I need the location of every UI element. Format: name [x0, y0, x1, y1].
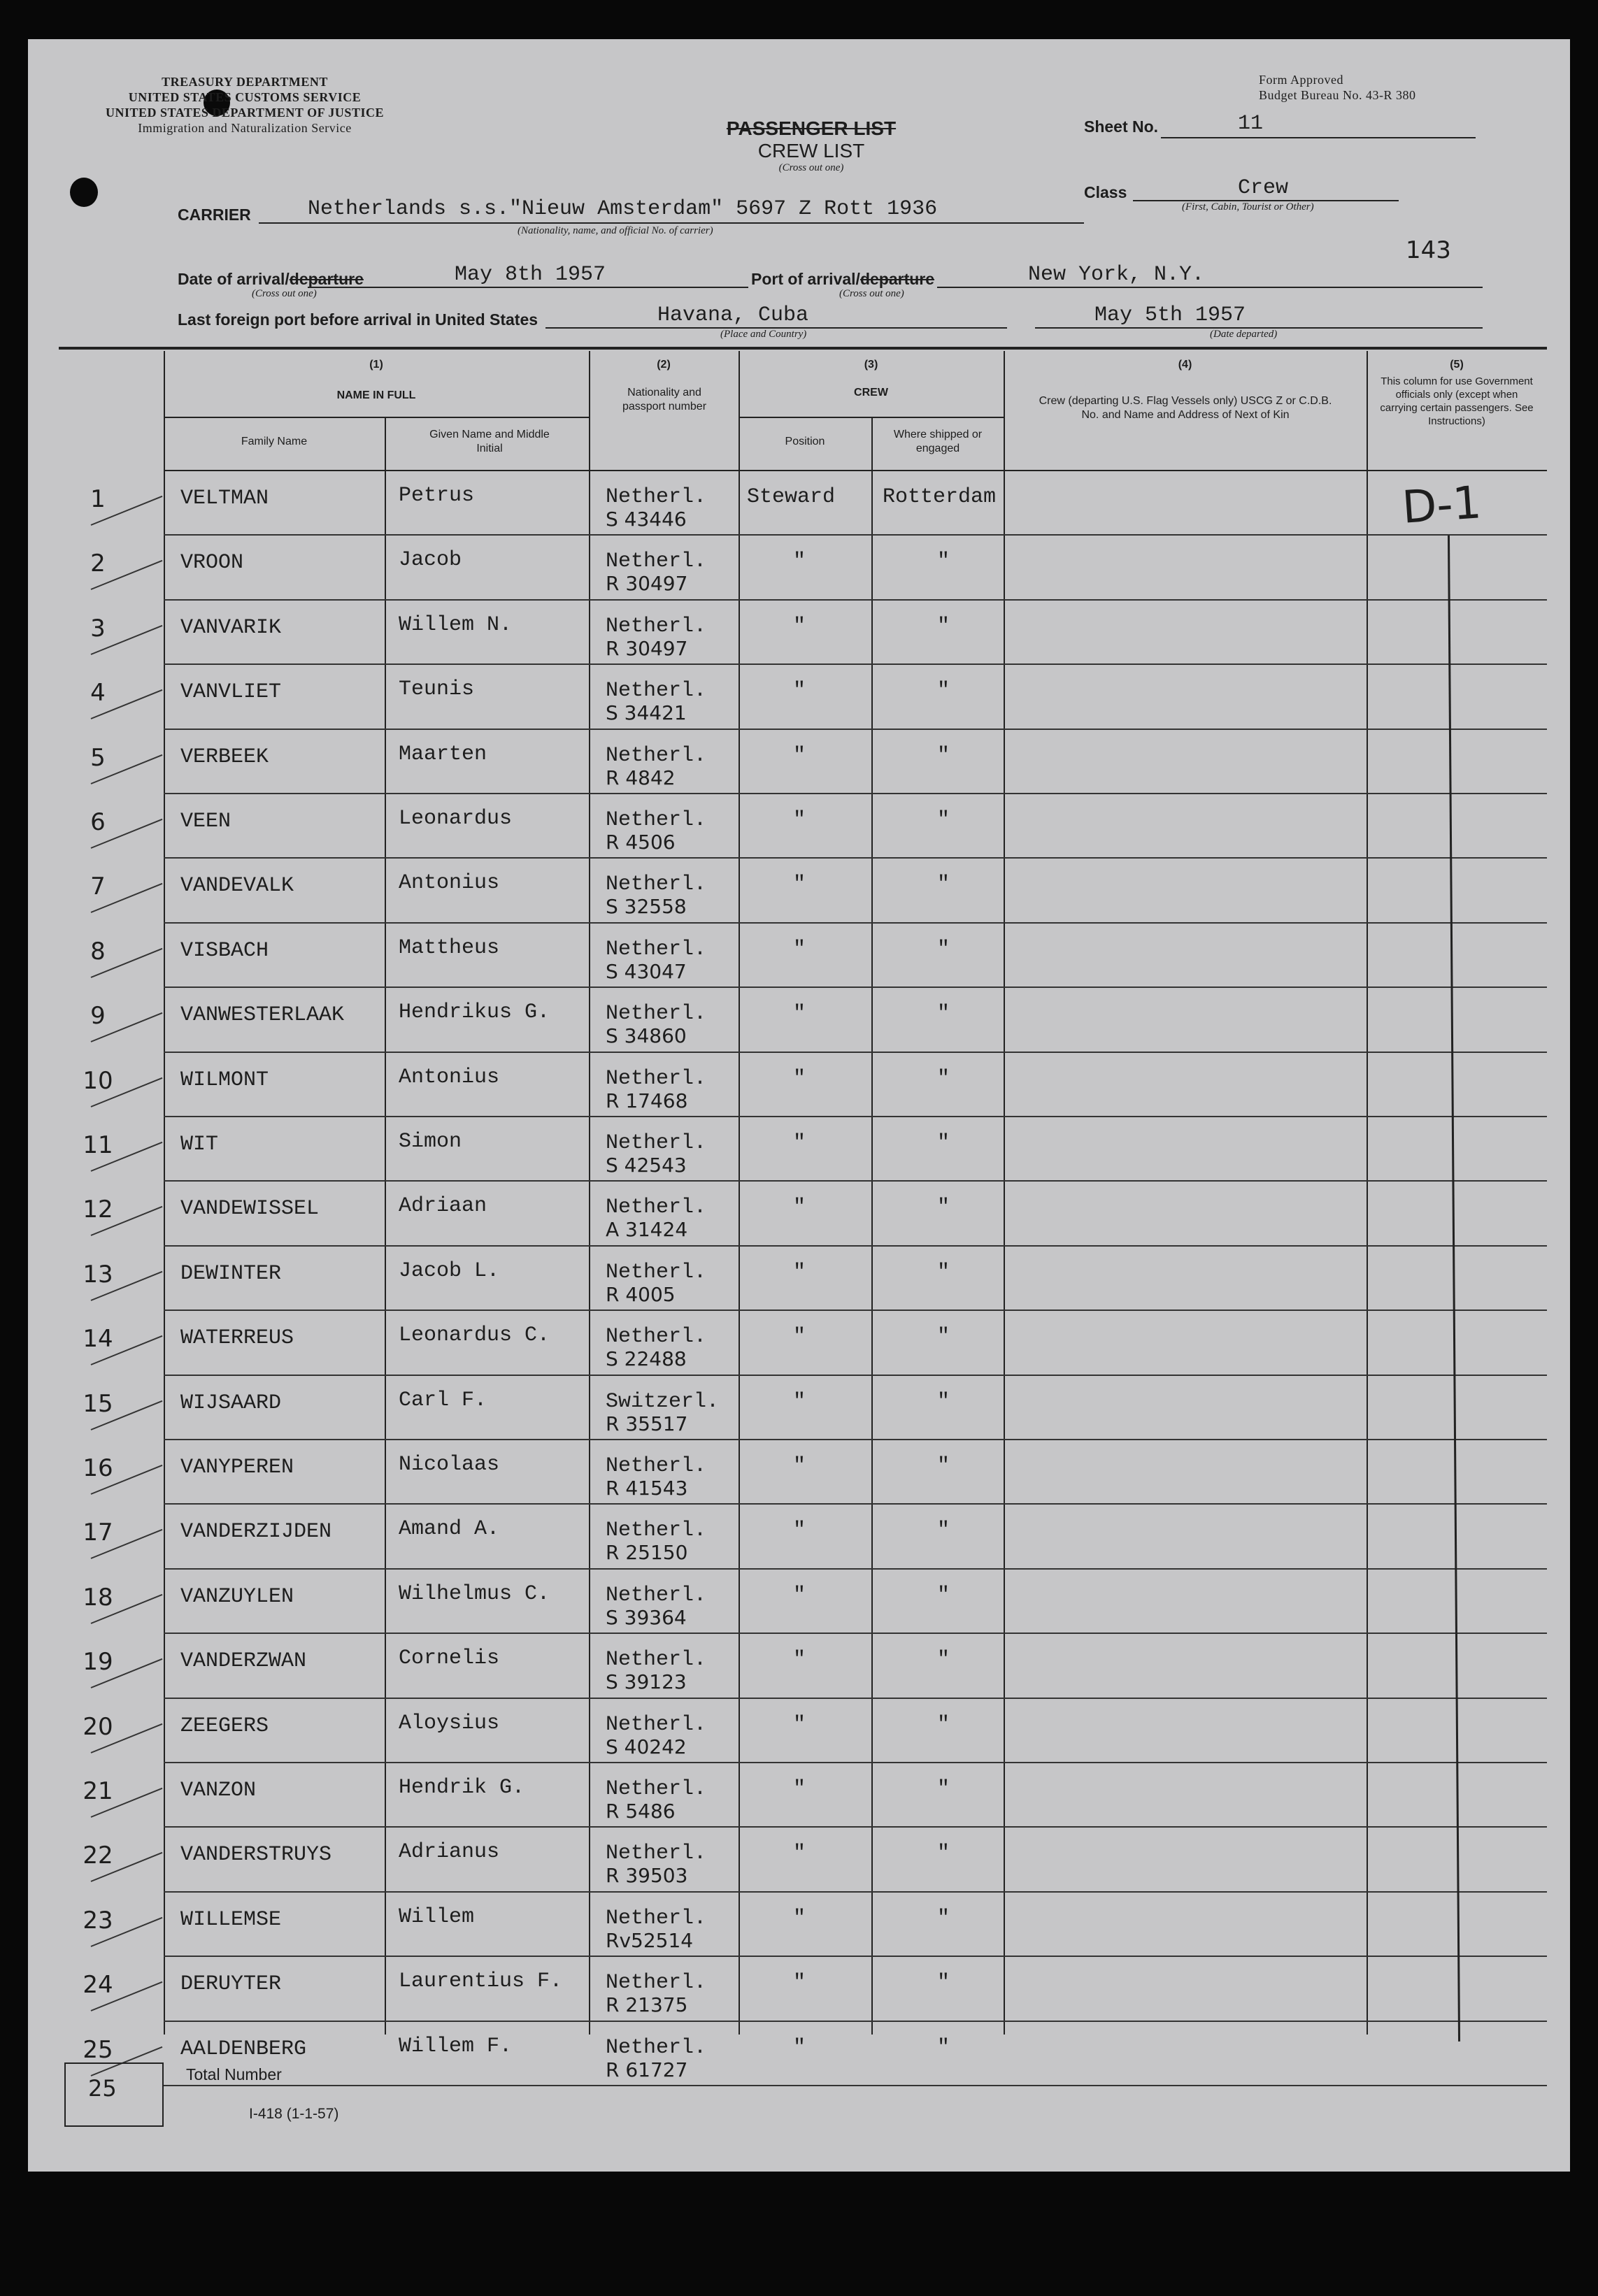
form-approved: Form Approved Budget Bureau No. 43-R 380	[1259, 73, 1416, 102]
row-number: 1	[90, 485, 106, 513]
nationality: Netherl.	[606, 1131, 707, 1155]
row-number: 3	[90, 614, 106, 643]
row-number: 6	[90, 808, 106, 836]
row-separator	[164, 1310, 1547, 1311]
passport-number: S 40242	[606, 1735, 687, 1758]
given-name: Adriaan	[399, 1194, 487, 1219]
row-number: 16	[83, 1454, 113, 1482]
family-name: DEWINTER	[180, 1261, 282, 1286]
position: "	[793, 1454, 806, 1478]
col-given-name: Given Name and Middle Initial	[429, 429, 550, 454]
where-shipped: "	[937, 1583, 950, 1607]
position: "	[793, 1389, 806, 1414]
total-label: Total Number	[186, 2065, 282, 2083]
row-separator	[164, 793, 1547, 794]
where-shipped: "	[937, 1131, 950, 1155]
crew-list-title: CREW LIST	[757, 140, 865, 162]
position: "	[793, 937, 806, 961]
row-number: 14	[83, 1325, 113, 1354]
row-number: 17	[83, 1519, 113, 1547]
row-number: 10	[83, 1066, 113, 1095]
nationality: Netherl.	[606, 550, 707, 574]
row-number: 18	[83, 1583, 113, 1612]
where-shipped: Rotterdam	[883, 485, 997, 509]
passport-number: R 35517	[606, 1412, 688, 1435]
row-number: 4	[90, 679, 106, 708]
given-name: Laurentius F.	[399, 1969, 563, 1994]
col4-number: (4)	[1178, 359, 1192, 371]
family-name: VANWESTERLAAK	[180, 1003, 345, 1028]
position: "	[793, 1196, 806, 1220]
position: "	[793, 1712, 806, 1737]
nationality: Netherl.	[606, 808, 707, 832]
nationality: Netherl.	[606, 1519, 707, 1543]
position: Steward	[747, 485, 836, 509]
row-separator	[164, 534, 1547, 536]
position: "	[793, 1648, 806, 1672]
where-shipped: "	[937, 1260, 950, 1284]
nationality: Netherl.	[606, 1971, 707, 1995]
row-separator	[164, 1891, 1547, 1893]
family-name: VANZON	[180, 1779, 257, 1802]
nationality: Netherl.	[606, 1260, 707, 1284]
row-separator	[164, 663, 1547, 665]
row-separator	[164, 2021, 1547, 2022]
arrival-date-value: May 8th 1957	[455, 263, 606, 287]
col2-number: (2)	[657, 359, 671, 371]
row-separator	[164, 1762, 1547, 1763]
where-shipped: "	[937, 550, 950, 574]
row-separator	[164, 1568, 1547, 1570]
sheet-label: Sheet No.	[1084, 117, 1159, 136]
given-name: Hendrikus G.	[399, 1000, 550, 1025]
where-shipped: "	[937, 1454, 950, 1478]
row-separator	[164, 1180, 1547, 1182]
passport-number: R 25150	[606, 1541, 688, 1565]
nationality: Netherl.	[606, 1648, 707, 1672]
position: "	[793, 679, 806, 703]
col5-title: This column for use Government officials only (except when carrying certain passengers. See Instructions)	[1380, 375, 1534, 427]
class-label: Class	[1084, 183, 1127, 201]
given-name: Jacob L.	[399, 1258, 500, 1283]
nationality: Netherl.	[606, 1777, 707, 1801]
family-name: VANVARIK	[180, 615, 282, 640]
col-where-shipped: Where shipped or engaged	[893, 429, 983, 454]
position: "	[793, 1325, 806, 1349]
family-name: ZEEGERS	[180, 1714, 269, 1738]
where-shipped: "	[937, 1325, 950, 1349]
given-name: Cornelis	[399, 1646, 500, 1671]
table-top-rule	[59, 347, 1547, 350]
row-separator	[164, 1439, 1547, 1440]
col-family-name: Family Name	[241, 436, 308, 447]
sheet-number: 11	[1238, 112, 1264, 136]
family-name: WATERREUS	[180, 1326, 294, 1351]
family-name: VANZUYLEN	[180, 1584, 294, 1609]
col4-title: Crew (departing U.S. Flag Vessels only) USCG Z or C.D.B. No. and Name and Address of Next of Kin	[1039, 395, 1332, 421]
row-separator	[164, 1698, 1547, 1699]
given-name: Antonius	[399, 871, 500, 896]
agency-line: UNITED STATES DEPARTMENT OF JUSTICE	[106, 106, 384, 120]
family-name: VELTMAN	[180, 487, 269, 510]
passport-number: Rv52514	[606, 1928, 694, 1952]
title-note: (Cross out one)	[778, 162, 844, 173]
nationality: Netherl.	[606, 1583, 707, 1607]
passport-number: R 41543	[606, 1477, 688, 1500]
family-name: AALDENBERG	[180, 2037, 307, 2061]
given-name: Maarten	[399, 742, 487, 766]
row-separator	[164, 857, 1547, 859]
given-name: Petrus	[399, 484, 475, 508]
position: "	[793, 808, 806, 832]
passport-number: R 5486	[606, 1800, 676, 1823]
col5-number: (5)	[1450, 359, 1464, 371]
position: "	[793, 1519, 806, 1543]
given-name: Willem F.	[399, 2034, 513, 2058]
family-name: DERUYTER	[180, 1972, 282, 1997]
title-block	[671, 117, 951, 174]
where-shipped: "	[937, 1066, 950, 1091]
col1-number: (1)	[369, 359, 383, 371]
arrival-port-label: Port of arrival/departure	[751, 270, 935, 288]
position: "	[793, 1260, 806, 1284]
given-name: Leonardus	[399, 807, 513, 831]
where-shipped: "	[937, 808, 950, 832]
where-shipped: "	[937, 1971, 950, 1995]
passport-number: R 39503	[606, 1864, 688, 1888]
where-shipped: "	[937, 1196, 950, 1220]
row-number: 25	[83, 2035, 113, 2064]
row-number: 12	[83, 1196, 113, 1224]
where-shipped: "	[937, 1389, 950, 1414]
row-number: 19	[83, 1648, 113, 1677]
nationality: Netherl.	[606, 2035, 707, 2060]
family-name: VANYPEREN	[180, 1456, 294, 1479]
where-shipped: "	[937, 614, 950, 638]
row-number: 11	[83, 1131, 113, 1159]
nationality: Netherl.	[606, 1002, 707, 1026]
given-name: Amand A.	[399, 1517, 500, 1542]
where-shipped: "	[937, 1712, 950, 1737]
family-name: WILLEMSE	[180, 1907, 282, 1932]
nationality: Netherl.	[606, 873, 707, 897]
row-separator	[164, 1116, 1547, 1117]
given-name: Antonius	[399, 1065, 500, 1089]
row-number: 13	[83, 1260, 113, 1289]
where-shipped: "	[937, 1519, 950, 1543]
where-shipped: "	[937, 1648, 950, 1672]
given-name: Leonardus C.	[399, 1323, 550, 1348]
nationality: Netherl.	[606, 1712, 707, 1737]
position: "	[793, 1131, 806, 1155]
nationality: Netherl.	[606, 1906, 707, 1930]
passport-number: A 31424	[606, 1218, 688, 1242]
form-code: I-418 (1-1-57)	[249, 2106, 339, 2122]
where-shipped: "	[937, 873, 950, 897]
row-number: 7	[90, 873, 106, 901]
date-departed-value: May 5th 1957	[1094, 303, 1246, 327]
carrier-label: CARRIER	[178, 206, 251, 224]
where-shipped: "	[937, 2035, 950, 2060]
annotation-d1: D-1	[1400, 477, 1483, 534]
passport-number: R 21375	[606, 1993, 688, 2017]
position: "	[793, 1066, 806, 1091]
row-separator	[164, 1956, 1547, 1957]
passport-number: S 42543	[606, 1154, 687, 1177]
family-name: WIJSAARD	[180, 1391, 282, 1415]
family-name: VANDERZIJDEN	[180, 1520, 332, 1544]
nationality: Netherl.	[606, 1842, 707, 1866]
row-separator	[164, 1245, 1547, 1247]
family-name: VEEN	[180, 810, 231, 833]
passport-number: S 43047	[606, 959, 687, 983]
nationality: Netherl.	[606, 743, 707, 768]
row-separator	[164, 1375, 1547, 1376]
row-number: 15	[83, 1389, 113, 1418]
family-name: VANDERSTRUYS	[180, 1843, 332, 1867]
given-name: Adrianus	[399, 1840, 500, 1865]
passport-number: R 4842	[606, 766, 676, 789]
passport-number: S 39123	[606, 1670, 687, 1694]
given-name: Nicolaas	[399, 1453, 500, 1477]
given-name: Teunis	[399, 677, 475, 702]
given-name: Willem	[399, 1904, 475, 1929]
given-name: Simon	[399, 1130, 462, 1154]
position: "	[793, 1583, 806, 1607]
position: "	[793, 1971, 806, 1995]
row-number: 9	[90, 1002, 106, 1031]
punch-hole	[70, 178, 98, 207]
row-separator	[164, 1503, 1547, 1505]
passport-number: R 4005	[606, 1282, 676, 1306]
nationality: Netherl.	[606, 937, 707, 961]
header-bottom-rule	[164, 470, 1547, 471]
position: "	[793, 743, 806, 768]
col3-title: CREW	[854, 387, 888, 399]
nationality: Netherl.	[606, 1325, 707, 1349]
row-number: 21	[83, 1777, 113, 1805]
position: "	[793, 2035, 806, 2060]
passport-number: S 32558	[606, 895, 687, 919]
row-number: 8	[90, 937, 106, 966]
row-number: 24	[83, 1971, 113, 2000]
row-separator	[164, 2085, 1547, 2086]
family-name: VANVLIET	[180, 680, 282, 705]
given-name: Carl F.	[399, 1388, 487, 1412]
agency-line: TREASURY DEPARTMENT	[162, 75, 328, 89]
passenger-list-struck: PASSENGER LIST	[726, 117, 897, 139]
row-separator	[164, 1633, 1547, 1634]
col3-number: (3)	[864, 359, 878, 371]
document-page	[28, 39, 1570, 2172]
family-name: VANDERZWAN	[180, 1649, 307, 1674]
arrival-date-note: (Cross out one)	[252, 288, 317, 299]
where-shipped: "	[937, 1002, 950, 1026]
carrier-note: (Nationality, name, and official No. of carrier)	[518, 225, 713, 236]
arrival-port-value: New York, N.Y.	[1028, 263, 1205, 287]
passport-number: S 34860	[606, 1024, 687, 1048]
arrival-date-label: Date of arrival/departure	[178, 270, 364, 288]
last-port-value: Havana, Cuba	[657, 303, 809, 327]
last-port-label: Last foreign port before arrival in United States	[178, 310, 538, 329]
row-number: 23	[83, 1906, 113, 1935]
nationality: Netherl.	[606, 679, 707, 703]
nationality: Netherl.	[606, 614, 707, 638]
passport-number: S 43446	[606, 508, 687, 531]
family-name: VANDEWISSEL	[180, 1197, 320, 1221]
passport-number: S 39364	[606, 1605, 687, 1629]
agency-line: UNITED STATES CUSTOMS SERVICE	[128, 90, 362, 104]
class-note: (First, Cabin, Tourist or Other)	[1182, 201, 1314, 213]
given-name: Jacob	[399, 548, 462, 573]
position: "	[793, 1002, 806, 1026]
where-shipped: "	[937, 743, 950, 768]
row-separator	[164, 922, 1547, 924]
passport-number: R 30497	[606, 572, 688, 596]
row-number: 2	[90, 550, 106, 578]
row-separator	[164, 599, 1547, 601]
date-departed-note: (Date departed)	[1210, 329, 1278, 340]
family-name: VERBEEK	[180, 745, 269, 769]
given-name: Aloysius	[399, 1711, 500, 1735]
nationality: Netherl.	[606, 1066, 707, 1091]
nationality: Switzerl.	[606, 1389, 720, 1414]
position: "	[793, 873, 806, 897]
position: "	[793, 1906, 806, 1930]
row-number: 20	[83, 1712, 113, 1741]
where-shipped: "	[937, 1777, 950, 1801]
given-name: Hendrik G.	[399, 1776, 525, 1800]
class-value: Crew	[1238, 176, 1289, 200]
col1-title: NAME IN FULL	[336, 389, 416, 401]
last-port-note: (Place and Country)	[720, 329, 807, 340]
position: "	[793, 550, 806, 574]
arrival-port-note: (Cross out one)	[839, 288, 904, 299]
passport-number: S 22488	[606, 1347, 687, 1371]
nationality: Netherl.	[606, 1196, 707, 1220]
row-separator	[164, 986, 1547, 988]
given-name: Mattheus	[399, 935, 500, 960]
row-separator	[164, 1826, 1547, 1828]
nationality: Netherl.	[606, 1454, 707, 1478]
col-position: Position	[785, 436, 825, 447]
passport-number: R 61727	[606, 2058, 688, 2081]
stamp-number: 143	[1406, 236, 1451, 264]
row-separator	[164, 729, 1547, 730]
nationality: Netherl.	[606, 485, 707, 509]
passport-number: S 34421	[606, 701, 687, 725]
row-number: 5	[90, 743, 106, 772]
row-number: 22	[83, 1842, 113, 1870]
ditto-vertical-line	[1448, 536, 1460, 2042]
position: "	[793, 1842, 806, 1866]
carrier-value: Netherlands s.s."Nieuw Amsterdam" 5697 Z Rott 1936	[308, 197, 938, 221]
agency-header	[70, 74, 420, 136]
where-shipped: "	[937, 1842, 950, 1866]
family-name: WIT	[180, 1133, 219, 1156]
where-shipped: "	[937, 1906, 950, 1930]
col2-title: Nationality and passport number	[622, 387, 707, 412]
position: "	[793, 614, 806, 638]
given-name: Willem N.	[399, 612, 513, 637]
family-name: VISBACH	[180, 938, 269, 963]
agency-line: Immigration and Naturalization Service	[138, 121, 352, 135]
where-shipped: "	[937, 679, 950, 703]
passport-number: R 17468	[606, 1089, 688, 1112]
row-separator	[164, 1052, 1547, 1053]
total-value: 25	[88, 2075, 117, 2102]
given-name: Wilhelmus C.	[399, 1581, 550, 1606]
family-name: VROON	[180, 551, 244, 575]
where-shipped: "	[937, 937, 950, 961]
family-name: VANDEVALK	[180, 874, 294, 898]
family-name: WILMONT	[180, 1068, 269, 1092]
passport-number: R 30497	[606, 636, 688, 660]
passport-number: R 4506	[606, 831, 676, 854]
position: "	[793, 1777, 806, 1801]
